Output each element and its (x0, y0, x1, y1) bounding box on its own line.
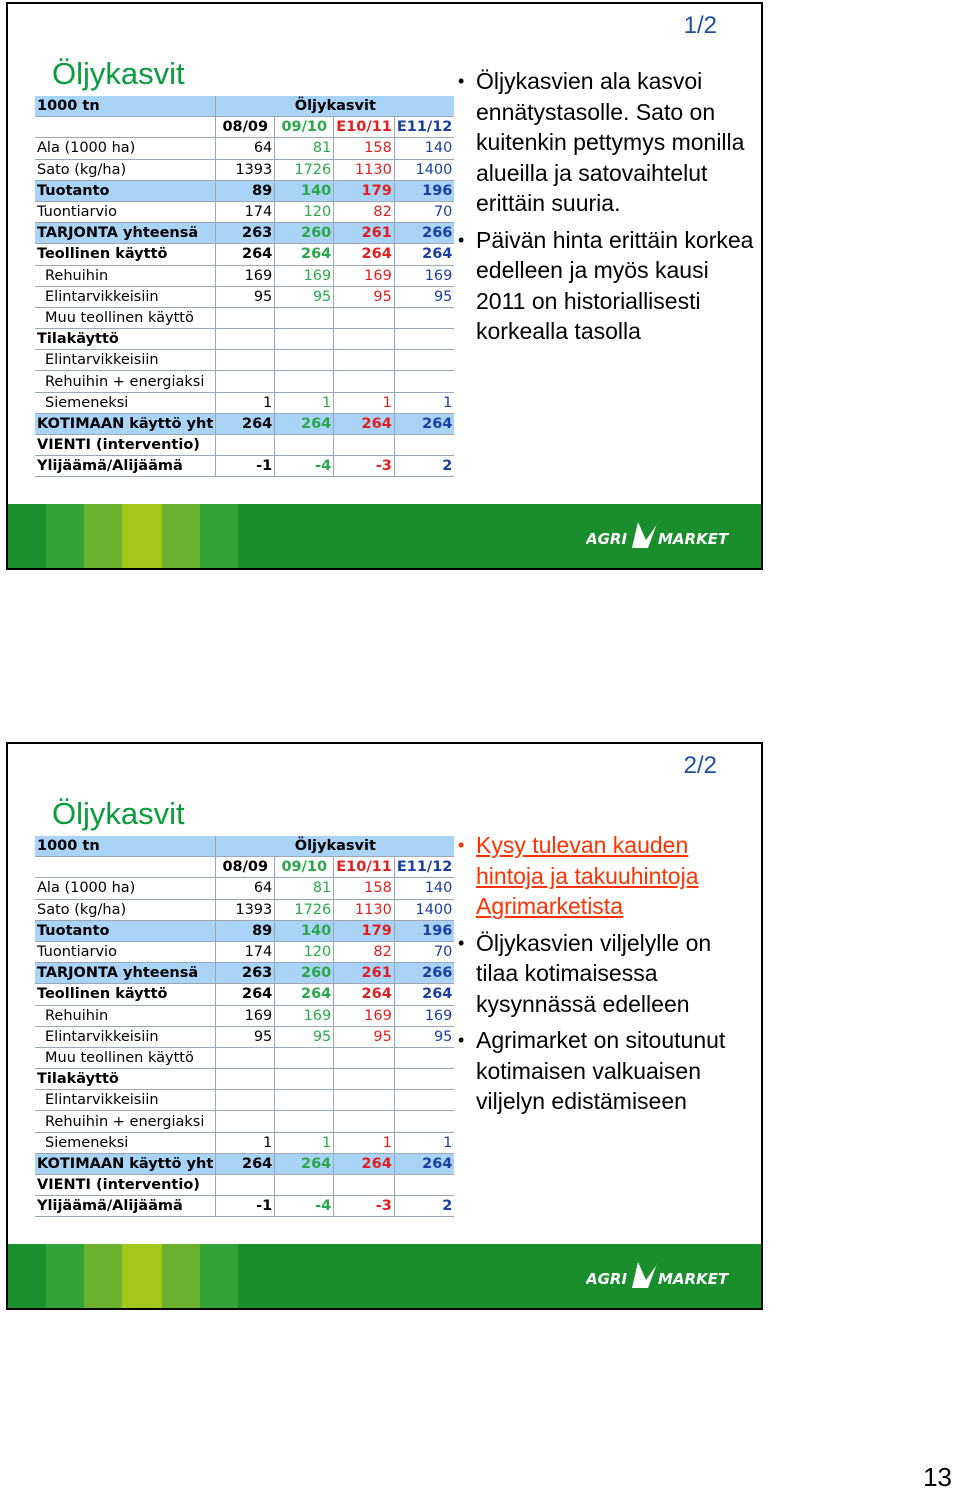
table-cell: 174 (216, 941, 275, 962)
table-row (35, 1175, 454, 1196)
table-cell: 1 (334, 392, 395, 413)
table-cell (334, 329, 395, 350)
table-cell (394, 371, 454, 392)
table-cell: -4 (275, 456, 334, 477)
table-cell: 1 (275, 392, 334, 413)
table-cell: 264 (216, 1153, 275, 1174)
table-row (35, 180, 454, 201)
table-cell (275, 371, 334, 392)
row-label: Ala (1000 ha) (35, 878, 216, 899)
table-row (35, 899, 454, 920)
table-row (35, 159, 454, 180)
table-group-header: Öljykasvit (216, 836, 455, 857)
row-label: Rehuihin (35, 1005, 216, 1026)
table-row (35, 1111, 454, 1132)
table-cell: 1726 (275, 159, 334, 180)
table-cell: 1 (394, 1132, 454, 1153)
row-label: Rehuihin (35, 265, 216, 286)
table-cell (275, 329, 334, 350)
table-group-header: Öljykasvit (216, 96, 455, 117)
table-cell (216, 307, 275, 328)
table-cell: 2 (394, 456, 454, 477)
table-row (35, 1069, 454, 1090)
table-cell (394, 1175, 454, 1196)
bullet-item: • Öljykasvien ala kasvoi ennätystasolle. Sato on kuitenkin pettymys monilla alueilla ja satovaihtelut erittäin suuria. (458, 66, 758, 219)
table-cell (334, 371, 395, 392)
table-cell: 1393 (216, 899, 275, 920)
table-cell: 264 (275, 984, 334, 1005)
table-row (35, 201, 454, 222)
table-cell: 82 (334, 201, 395, 222)
row-label: Tuontiarvio (35, 201, 216, 222)
table-cell (275, 1047, 334, 1068)
table-cell: 89 (216, 920, 275, 941)
table-cell: -4 (275, 1196, 334, 1217)
table-cell: 1393 (216, 159, 275, 180)
table-cell: 1 (216, 1132, 275, 1153)
table-row (35, 223, 454, 244)
row-label: Rehuihin + energiaksi (35, 1111, 216, 1132)
table-row (35, 963, 454, 984)
table-cell (275, 1111, 334, 1132)
table-cell: 81 (275, 878, 334, 899)
table-cell: 174 (216, 201, 275, 222)
table-row (35, 329, 454, 350)
table-cell (394, 1047, 454, 1068)
table-cell: 264 (275, 1153, 334, 1174)
table-cell: 95 (394, 286, 454, 307)
svg-text:MARKET: MARKET (658, 530, 729, 548)
row-label: KOTIMAAN käyttö yht (35, 413, 216, 434)
table-cell: 264 (394, 1153, 454, 1174)
table-cell (334, 350, 395, 371)
agrimarket-link[interactable]: • Kysy tulevan kauden hintoja ja takuuhintoja Agrimarketista (458, 830, 758, 922)
table-cell (216, 1175, 275, 1196)
slide-footer (8, 1244, 761, 1308)
table-cell (394, 435, 454, 456)
oilseed-table (35, 96, 454, 477)
table-cell: 140 (394, 878, 454, 899)
table-cell: 95 (216, 1026, 275, 1047)
table-cell: 81 (275, 138, 334, 159)
table-cell: 158 (334, 878, 395, 899)
table-cell (216, 350, 275, 371)
table-row (35, 413, 454, 434)
table-cell (334, 1090, 395, 1111)
bullet-item: • Öljykasvien viljelylle on tilaa kotimaisessa kysynnässä edelleen (458, 928, 758, 1020)
svg-text:MARKET: MARKET (658, 1270, 729, 1288)
table-cell: 169 (216, 1005, 275, 1026)
table-cell (394, 307, 454, 328)
table-cell: 264 (394, 984, 454, 1005)
row-label: Tuotanto (35, 920, 216, 941)
table-row (35, 1153, 454, 1174)
row-label: Tuontiarvio (35, 941, 216, 962)
table-cell: 261 (334, 963, 395, 984)
table-row (35, 1026, 454, 1047)
table-cell: 95 (394, 1026, 454, 1047)
table-cell (216, 1111, 275, 1132)
table-row (35, 878, 454, 899)
row-label: Muu teollinen käyttö (35, 1047, 216, 1068)
svg-text:AGRI: AGRI (586, 530, 628, 548)
table-cell: 261 (334, 223, 395, 244)
table-cell (275, 1069, 334, 1090)
table-cell: 1 (334, 1132, 395, 1153)
table-cell (216, 435, 275, 456)
table-cell: 169 (394, 265, 454, 286)
table-cell: 1130 (334, 159, 395, 180)
year-header: E11/12 (394, 117, 454, 138)
oilseed-table (35, 836, 454, 1217)
year-header: 09/10 (275, 117, 334, 138)
row-label: TARJONTA yhteensä (35, 223, 216, 244)
table-cell (334, 307, 395, 328)
table-cell: 158 (334, 138, 395, 159)
table-row (35, 920, 454, 941)
table-cell: 95 (334, 1026, 395, 1047)
table-cell: 1726 (275, 899, 334, 920)
table-row (35, 307, 454, 328)
row-label: Sato (kg/ha) (35, 899, 216, 920)
table-cell: 95 (334, 286, 395, 307)
table-cell: 169 (334, 1005, 395, 1026)
table-cell: 264 (394, 413, 454, 434)
row-label: Tilakäyttö (35, 329, 216, 350)
table-cell: 260 (275, 963, 334, 984)
table-cell (394, 1090, 454, 1111)
table-row (35, 371, 454, 392)
table-cell (275, 307, 334, 328)
table-header-row (35, 836, 454, 857)
table-cell (216, 371, 275, 392)
table-cell: 70 (394, 941, 454, 962)
year-header: 08/09 (216, 857, 275, 878)
svg-text:AGRI: AGRI (586, 1270, 628, 1288)
table-cell: 1 (275, 1132, 334, 1153)
row-label: Elintarvikkeisiin (35, 286, 216, 307)
table-cell: 264 (216, 244, 275, 265)
table-row (35, 1196, 454, 1217)
table-cell: 120 (275, 941, 334, 962)
table-cell: 264 (394, 244, 454, 265)
table-cell (35, 117, 216, 138)
table-cell (216, 1069, 275, 1090)
table-cell: 264 (275, 244, 334, 265)
year-header: 09/10 (275, 857, 334, 878)
table-cell: 264 (216, 984, 275, 1005)
row-label: Sato (kg/ha) (35, 159, 216, 180)
table-cell: 260 (275, 223, 334, 244)
year-header: E10/11 (334, 857, 395, 878)
table-cell: 1 (394, 392, 454, 413)
table-cell (216, 1090, 275, 1111)
table-cell: 64 (216, 878, 275, 899)
slide-title: Öljykasvit (52, 796, 185, 831)
table-cell (334, 1111, 395, 1132)
table-cell (334, 435, 395, 456)
table-cell (275, 1175, 334, 1196)
table-cell: 1 (216, 392, 275, 413)
table-cell: 1400 (394, 899, 454, 920)
table-corner-cell: 1000 tn (35, 836, 216, 857)
row-label: Siemeneksi (35, 1132, 216, 1153)
table-cell: 1130 (334, 899, 395, 920)
table-cell: -3 (334, 1196, 395, 1217)
table-cell: 266 (394, 963, 454, 984)
row-label: Rehuihin + energiaksi (35, 371, 216, 392)
table-row (35, 1005, 454, 1026)
table-cell: 169 (275, 265, 334, 286)
table-cell: 120 (275, 201, 334, 222)
row-label: Muu teollinen käyttö (35, 307, 216, 328)
table-cell: 263 (216, 963, 275, 984)
table-cell: 266 (394, 223, 454, 244)
table-row (35, 350, 454, 371)
table-cell (275, 1090, 334, 1111)
table-cell: 95 (216, 286, 275, 307)
table-cell: 89 (216, 180, 275, 201)
year-header: E10/11 (334, 117, 395, 138)
table-cell: 196 (394, 180, 454, 201)
bullet-list (458, 66, 758, 353)
table-cell: -1 (216, 1196, 275, 1217)
table-cell: 140 (394, 138, 454, 159)
row-label: Siemeneksi (35, 392, 216, 413)
table-cell (275, 350, 334, 371)
row-label: Teollinen käyttö (35, 244, 216, 265)
table-row (35, 435, 454, 456)
slide-2 (6, 742, 763, 1310)
table-cell: 169 (394, 1005, 454, 1026)
row-label: Elintarvikkeisiin (35, 1090, 216, 1111)
table-row (35, 286, 454, 307)
table-cell (394, 1069, 454, 1090)
table-cell: 2 (394, 1196, 454, 1217)
bullet-list (458, 830, 758, 1123)
bullet-item: • Agrimarket on sitoutunut kotimaisen valkuaisen viljelyn edistämiseen (458, 1025, 758, 1117)
table-cell: 140 (275, 920, 334, 941)
table-row (35, 265, 454, 286)
table-cell: 70 (394, 201, 454, 222)
row-label: Tuotanto (35, 180, 216, 201)
table-cell: 264 (334, 984, 395, 1005)
table-cell: 179 (334, 180, 395, 201)
row-label: VIENTI (interventio) (35, 1175, 216, 1196)
table-year-row (35, 857, 454, 878)
table-cell: 140 (275, 180, 334, 201)
table-cell: 264 (334, 413, 395, 434)
table-cell: 64 (216, 138, 275, 159)
table-row (35, 244, 454, 265)
table-cell (394, 329, 454, 350)
table-cell: 95 (275, 1026, 334, 1047)
table-cell: 263 (216, 223, 275, 244)
table-row (35, 984, 454, 1005)
table-row (35, 392, 454, 413)
table-cell: -1 (216, 456, 275, 477)
table-cell (334, 1175, 395, 1196)
row-label: Ylijäämä/Alijäämä (35, 456, 216, 477)
bullet-item: • Päivän hinta erittäin korkea edelleen ja myös kausi 2011 on historiallisesti korkealla tasolla (458, 225, 758, 347)
table-cell: 1400 (394, 159, 454, 180)
slide-title: Öljykasvit (52, 56, 185, 91)
table-row (35, 941, 454, 962)
row-label: KOTIMAAN käyttö yht (35, 1153, 216, 1174)
table-cell: -3 (334, 456, 395, 477)
table-cell (334, 1047, 395, 1068)
table-cell: 169 (216, 265, 275, 286)
table-cell (216, 1047, 275, 1068)
table-header-row (35, 96, 454, 117)
page-number: 13 (923, 1462, 952, 1492)
table-row (35, 1047, 454, 1068)
table-row (35, 456, 454, 477)
table-cell: 264 (275, 413, 334, 434)
row-label: Teollinen käyttö (35, 984, 216, 1005)
row-label: Ylijäämä/Alijäämä (35, 1196, 216, 1217)
row-label: TARJONTA yhteensä (35, 963, 216, 984)
agrimarket-logo (586, 1258, 731, 1292)
table-cell (275, 435, 334, 456)
table-cell (394, 350, 454, 371)
table-cell: 179 (334, 920, 395, 941)
slide-number: 2/2 (683, 752, 717, 779)
table-cell (216, 329, 275, 350)
year-header: 08/09 (216, 117, 275, 138)
table-cell: 169 (275, 1005, 334, 1026)
year-header: E11/12 (394, 857, 454, 878)
table-row (35, 1132, 454, 1153)
table-cell (394, 1111, 454, 1132)
table-cell: 82 (334, 941, 395, 962)
table-cell: 264 (334, 244, 395, 265)
table-cell (35, 857, 216, 878)
row-label: Elintarvikkeisiin (35, 350, 216, 371)
table-cell: 169 (334, 265, 395, 286)
table-cell: 264 (216, 413, 275, 434)
table-row (35, 138, 454, 159)
table-cell: 264 (334, 1153, 395, 1174)
row-label: Elintarvikkeisiin (35, 1026, 216, 1047)
slide-number: 1/2 (683, 12, 717, 39)
slide-footer (8, 504, 761, 568)
agrimarket-logo (586, 518, 731, 552)
table-row (35, 1090, 454, 1111)
row-label: Tilakäyttö (35, 1069, 216, 1090)
table-corner-cell: 1000 tn (35, 96, 216, 117)
row-label: VIENTI (interventio) (35, 435, 216, 456)
row-label: Ala (1000 ha) (35, 138, 216, 159)
table-cell: 196 (394, 920, 454, 941)
table-year-row (35, 117, 454, 138)
table-cell: 95 (275, 286, 334, 307)
table-cell (334, 1069, 395, 1090)
slide-1 (6, 2, 763, 570)
